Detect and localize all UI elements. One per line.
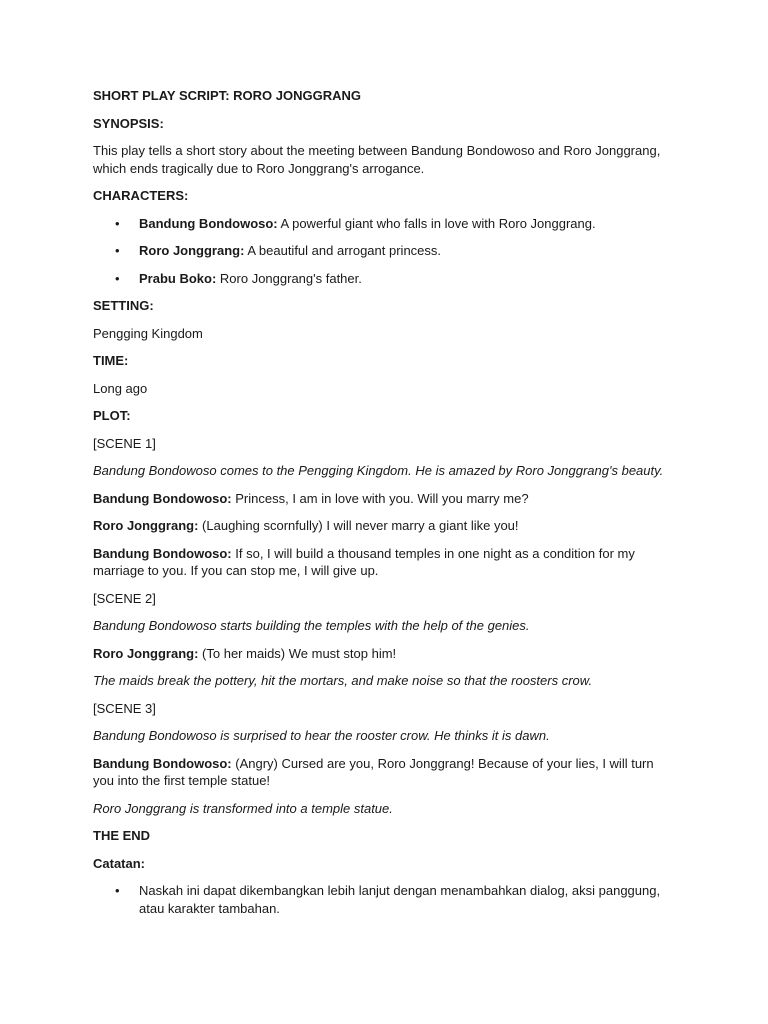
document-body <box>93 87 668 927</box>
synopsis-heading: SYNOPSIS: <box>93 115 164 131</box>
stage-direction: Roro Jonggrang is transformed into a temple statue. <box>93 800 393 816</box>
character-item <box>93 242 668 260</box>
time-heading: TIME: <box>93 353 129 368</box>
time-text: Long ago <box>93 380 148 396</box>
speaker-name: Bandung Bondowoso: <box>93 755 232 771</box>
character-description: Roro Jonggrang's father. <box>216 270 362 286</box>
stage-direction: Bandung Bondowoso comes to the Pengging Kingdom. He is amazed by Roro Jonggrang's beauty. <box>93 463 664 478</box>
stage-direction: The maids break the pottery, hit the mortars, and make noise so that the roosters crow. <box>93 673 593 688</box>
note-item <box>93 882 668 917</box>
stage-direction: Bandung Bondowoso is surprised to hear the rooster crow. He thinks it is dawn. <box>93 728 550 743</box>
setting-text: Pengging Kingdom <box>93 325 203 341</box>
dialogue-text: (To her maids) We must stop him! <box>198 645 397 661</box>
dialogue-text: (Angry) Cursed are you, Roro Jonggrang! Because of your lies, I will turn you into the first temple statue! <box>93 755 654 788</box>
dialogue-line <box>93 490 668 508</box>
synopsis-text: This play tells a short story about the meeting between Bandung Bondowoso and Roro Jonggrang, which ends tragically due to Roro Jonggrang's arrogance. <box>93 143 661 176</box>
speaker-name: Bandung Bondowoso: <box>93 490 232 506</box>
dialogue-text: (Laughing scornfully) I will never marry a giant like you! <box>198 518 519 533</box>
bullet-icon: • <box>115 243 120 258</box>
characters-heading: CHARACTERS: <box>93 188 189 203</box>
speaker-name: Roro Jonggrang: <box>93 518 199 533</box>
the-end-heading: THE END <box>93 828 151 843</box>
characters-list <box>93 215 668 288</box>
scene-2-label: [SCENE 2] <box>93 590 156 606</box>
dialogue-line <box>93 517 668 535</box>
character-item <box>93 215 668 233</box>
character-name: Bandung Bondowoso: <box>139 215 278 231</box>
speaker-name: Roro Jonggrang: <box>93 645 199 661</box>
character-name: Roro Jonggrang: <box>139 243 245 258</box>
plot-heading: PLOT: <box>93 408 131 423</box>
character-name: Prabu Boko: <box>139 270 217 286</box>
stage-direction: Bandung Bondowoso starts building the temples with the help of the genies. <box>93 618 530 633</box>
document-title: SHORT PLAY SCRIPT: RORO JONGGRANG <box>93 88 361 103</box>
note-text: Naskah ini dapat dikembangkan lebih lanjut dengan menambahkan dialog, aksi panggung, atau karakter tambahan. <box>139 883 661 916</box>
bullet-icon: • <box>115 270 120 286</box>
bullet-icon: • <box>115 215 120 231</box>
dialogue-line <box>93 645 668 663</box>
dialogue-text: Princess, I am in love with you. Will you marry me? <box>231 490 529 506</box>
dialogue-line <box>93 545 668 580</box>
character-item <box>93 270 668 288</box>
setting-heading: SETTING: <box>93 298 154 313</box>
dialogue-line <box>93 755 668 790</box>
notes-heading: Catatan: <box>93 855 146 871</box>
dialogue-text: If so, I will build a thousand temples in one night as a condition for my marriage to you. If you can stop me, I will give up. <box>93 545 635 578</box>
bullet-icon: • <box>115 883 120 898</box>
character-description: A powerful giant who falls in love with Roro Jonggrang. <box>277 215 596 231</box>
scene-3-label: [SCENE 3] <box>93 700 156 716</box>
notes-list <box>93 882 668 917</box>
speaker-name: Bandung Bondowoso: <box>93 545 232 561</box>
scene-1-label: [SCENE 1] <box>93 435 156 451</box>
character-description: A beautiful and arrogant princess. <box>244 243 442 258</box>
